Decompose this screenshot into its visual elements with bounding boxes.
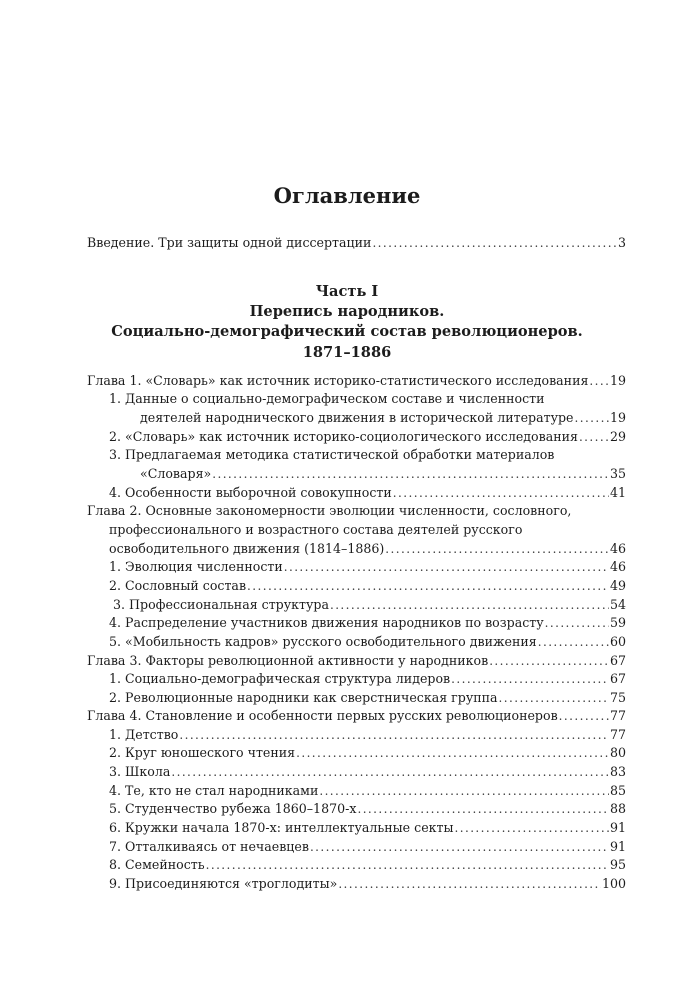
toc-chapter-3[interactable]	[87, 652, 626, 670]
toc-entry-text: освободительного движения (1814–1886)	[109, 541, 385, 556]
dot-leader	[455, 819, 609, 837]
toc-page-number: 19	[609, 410, 626, 425]
toc-section-4-7[interactable]	[109, 838, 626, 856]
dot-leader	[499, 689, 609, 707]
dot-leader	[538, 633, 609, 651]
part-label: Часть I	[315, 283, 379, 300]
toc-section-2-2[interactable]	[109, 577, 626, 595]
toc-entry-text: 9. Присоединяются «троглодиты»	[109, 876, 338, 891]
toc-section-4-6[interactable]	[109, 819, 626, 837]
toc-section-4-3[interactable]	[109, 763, 626, 781]
toc-section-1-1[interactable]	[109, 390, 626, 408]
toc-section-2-1[interactable]	[109, 558, 626, 576]
toc-page-number: 54	[609, 597, 626, 612]
toc-entry-text: 3. Профессиональная структура	[113, 597, 329, 612]
part-title-line-2: Социально-демографический состав революционеров.	[111, 323, 583, 340]
toc-chapter-2-cont-2[interactable]	[109, 540, 626, 558]
dot-leader	[575, 409, 609, 427]
dot-leader	[310, 838, 609, 856]
toc-section-2-4[interactable]	[109, 614, 626, 632]
dot-leader	[393, 484, 609, 502]
toc-entry-text: «Словаря»	[140, 466, 212, 481]
dot-leader	[338, 875, 601, 893]
toc-page-number: 100	[601, 876, 626, 891]
page-title: Оглавление	[273, 183, 421, 208]
toc-section-3-1[interactable]	[109, 670, 626, 688]
toc-page-number: 29	[609, 429, 626, 444]
dot-leader	[385, 540, 609, 558]
toc-entry-text: 4. Те, кто не стал народниками	[109, 783, 319, 798]
toc-page-number: 91	[609, 820, 626, 835]
toc-section-4-2[interactable]	[109, 744, 626, 762]
toc-page-number: 85	[609, 783, 626, 798]
toc-chapter-1[interactable]	[87, 372, 626, 390]
toc-entry-text: 1. Социально-демографическая структура лидеров	[109, 671, 451, 686]
toc-page-number: 46	[609, 559, 626, 574]
dot-leader	[330, 596, 609, 614]
toc-entry-text: 6. Кружки начала 1870-х: интеллектуальные секты	[109, 820, 454, 835]
toc-section-4-8[interactable]	[109, 856, 626, 874]
toc-entry-text: 1. Данные о социально-демографическом составе и численности	[109, 391, 545, 406]
dot-leader	[559, 707, 609, 725]
part-title-line-1: Перепись народников.	[249, 303, 445, 320]
toc-entry-text: Глава 3. Факторы революционной активности у народников	[87, 653, 489, 668]
toc-entry-text: 1. Эволюция численности	[109, 559, 283, 574]
toc-section-1-2[interactable]	[109, 428, 626, 446]
dot-leader	[212, 465, 609, 483]
dot-leader	[579, 428, 609, 446]
toc-entry-text: 7. Отталкиваясь от нечаевцев	[109, 839, 309, 854]
dot-leader	[206, 856, 609, 874]
toc-chapter-2-cont-1[interactable]	[109, 521, 626, 539]
toc-entry-text: 5. Студенчество рубежа 1860–1870-х	[109, 801, 357, 816]
toc-entry-introduction[interactable]	[87, 234, 626, 252]
toc-page-number: 67	[609, 671, 626, 686]
toc-page-number: 35	[609, 466, 626, 481]
toc-entry-text: 3. Школа	[109, 764, 171, 779]
toc-page-number: 91	[609, 839, 626, 854]
toc-entry-text: 5. «Мобильность кадров» русского освободительного движения	[109, 634, 537, 649]
toc-section-3-2[interactable]	[109, 689, 626, 707]
toc-page-number: 77	[609, 727, 626, 742]
toc-page-number: 60	[609, 634, 626, 649]
toc-page-number: 83	[609, 764, 626, 779]
toc-page-number: 46	[609, 541, 626, 556]
toc-entry-text: Глава 1. «Словарь» как источник историко-статистического исследования	[87, 373, 589, 388]
part-years: 1871–1886	[302, 344, 392, 361]
toc-section-1-3[interactable]	[109, 446, 626, 464]
toc-entry-text: 1. Детство	[109, 727, 179, 742]
dot-leader	[296, 744, 609, 762]
toc-section-2-3[interactable]	[113, 596, 626, 614]
toc-section-4-5[interactable]	[109, 800, 626, 818]
toc-page-number: 80	[609, 745, 626, 760]
toc-entry-text: 2. Круг юношеского чтения	[109, 745, 296, 760]
dot-leader	[357, 800, 609, 818]
dot-leader	[589, 372, 609, 390]
toc-page-number: 95	[609, 857, 626, 872]
dot-leader	[372, 234, 617, 252]
toc-page-number: 3	[617, 235, 626, 250]
toc-entry-text: деятелей народнического движения в исторической литературе	[140, 410, 574, 425]
toc-entry-text: профессионального и возрастного состава деятелей русского	[109, 522, 523, 537]
toc-entry-text: 4. Особенности выборочной совокупности	[109, 485, 392, 500]
toc-entry-text: Глава 2. Основные закономерности эволюции численности, сословного,	[87, 503, 572, 518]
toc-section-4-1[interactable]	[109, 726, 626, 744]
toc-page-number: 59	[609, 615, 626, 630]
dot-leader	[247, 577, 609, 595]
dot-leader	[489, 652, 609, 670]
toc-entry-text: 3. Предлагаемая методика статистической обработки материалов	[109, 447, 555, 462]
toc-section-2-5[interactable]	[109, 633, 626, 651]
toc-section-4-9[interactable]	[109, 875, 626, 893]
toc-entry-text: Глава 4. Становление и особенности первых русских революционеров	[87, 708, 558, 723]
toc-section-4-4[interactable]	[109, 782, 626, 800]
toc-entry-text: 4. Распределение участников движения народников по возрасту	[109, 615, 544, 630]
dot-leader	[284, 558, 609, 576]
toc-page-number: 19	[609, 373, 626, 388]
toc-page-number: 75	[609, 690, 626, 705]
toc-section-1-3-cont[interactable]	[140, 465, 626, 483]
toc-page-number: 77	[609, 708, 626, 723]
toc-section-1-1-cont[interactable]	[140, 409, 626, 427]
dot-leader	[179, 726, 609, 744]
toc-chapter-2[interactable]	[87, 502, 626, 520]
toc-entry-text: 8. Семейность	[109, 857, 205, 872]
dot-leader	[319, 782, 609, 800]
dot-leader	[171, 763, 609, 781]
toc-page-number: 67	[609, 653, 626, 668]
toc-entry-text: 2. Революционные народники как сверстническая группа	[109, 690, 498, 705]
toc-entry-text: Введение. Три защиты одной диссертации	[87, 235, 372, 250]
toc-page-number: 41	[609, 485, 626, 500]
dot-leader	[545, 614, 609, 632]
toc-page-number: 49	[609, 578, 626, 593]
toc-chapter-4[interactable]	[87, 707, 626, 725]
dot-leader	[451, 670, 609, 688]
toc-section-1-4[interactable]	[109, 484, 626, 502]
toc-page-number: 88	[609, 801, 626, 816]
toc-entry-text: 2. Сословный состав	[109, 578, 247, 593]
toc-entry-text: 2. «Словарь» как источник историко-социологического исследования	[109, 429, 578, 444]
